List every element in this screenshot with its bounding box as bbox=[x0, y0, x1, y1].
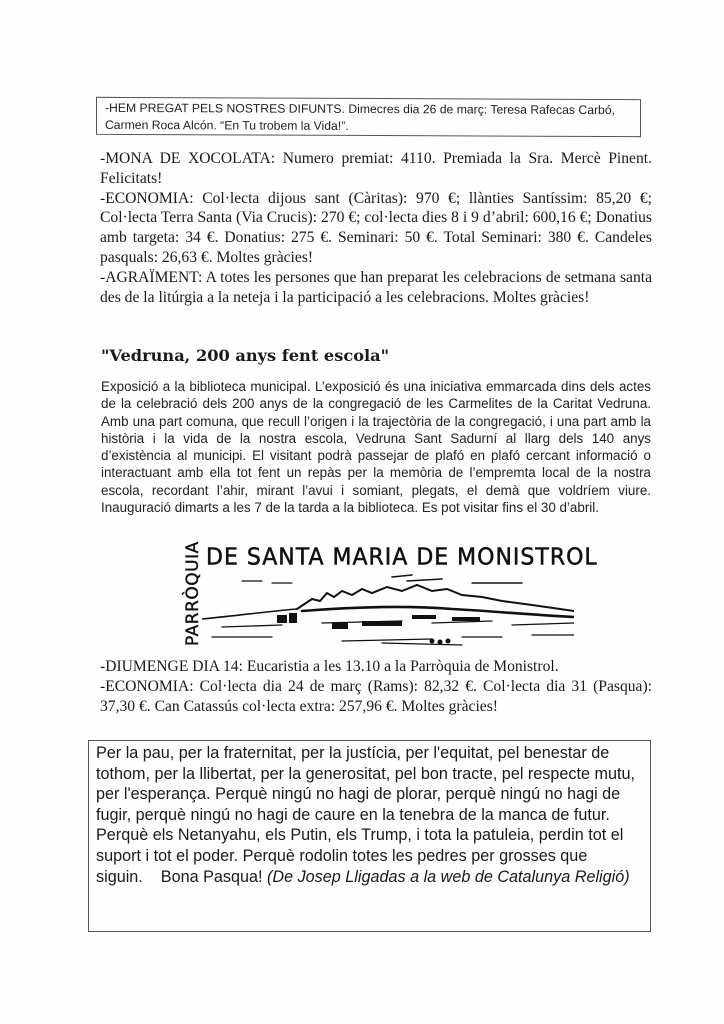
exhibition-title: "Vedruna, 200 anys fent escola" bbox=[101, 346, 390, 365]
mountain-landscape-illustration bbox=[202, 571, 574, 647]
announcements-section-2 bbox=[100, 657, 652, 716]
easter-quote-box bbox=[88, 740, 651, 932]
logo-vertical-text: PARRÒQUIA bbox=[183, 541, 203, 646]
quote-paragraph-2 bbox=[96, 825, 644, 887]
quote-paragraph-1: Per la pau, per la fraternitat, per la justícia, per l'equitat, pel benestar de tothom, per la llibertat, per la generositat, pel bon tracte, pel respecte mutu, per l'esperança. Perquè ningú no hagi de plorar, perquè ningú no hagi de fugir, perquè ningú no hagi de caure en la tenebra de la manca de futur. bbox=[96, 744, 635, 824]
quote-attribution: (De Josep Lligadas a la web de Catalunya Religió) bbox=[267, 867, 630, 886]
sunday-mass-announcement: -DIUMENGE DIA 14: Eucaristia a les 13.10 a la Parròquia de Monistrol. bbox=[100, 658, 559, 675]
deceased-notice-box bbox=[96, 97, 641, 137]
quote-paragraph-2-text: Perquè els Netanyahu, els Putin, els Trump, i tota la patuleia, perdin tot el suport i tot el poder. Perquè rodolin totes les pedres per grosses que siguin. bbox=[96, 826, 624, 886]
thanks-announcement: -AGRAÏMENT: A totes les persones que han preparat les celebracions de setmana santa des de la litúrgia a la neteja i la participació a les celebracions. Moltes gràcies! bbox=[100, 268, 652, 306]
parish-logo bbox=[182, 541, 598, 647]
announcements-section-1 bbox=[100, 149, 652, 307]
deceased-notice-text: -HEM PREGAT PELS NOSTRES DIFUNTS. Dimecres dia 26 de març: Teresa Rafecas Carbó, Carmen Roca Alcón. “En Tu trobem la Vida!”. bbox=[105, 100, 615, 133]
economy-announcement: -ECONOMIA: Col·lecta dijous sant (Càritas): 970 €; llànties Santíssim: 85,20 €; Col·lecta Terra Santa (Via Crucis): 270 €; col·lecta dies 8 i 9 d’abril: 600,16 €; Donatius amb targeta: 34 €. Donatius: 275 €. Seminari: 50 €. Total Seminari: 380 €. Candeles pasquals: 26,63 €. Moltes gràcies! bbox=[100, 189, 652, 266]
logo-title: DE SANTA MARIA DE MONISTROL bbox=[206, 544, 598, 571]
economy-announcement-2: -ECONOMIA: Col·lecta dia 24 de març (Rams): 82,32 €. Col·lecta dia 31 (Pasqua): 37,30 €. Can Catassús col·lecta extra: 257,96 €. Moltes gràcies! bbox=[100, 677, 652, 715]
exhibition-body: Exposició a la biblioteca municipal. L’exposició és una iniciativa emmarcada dins dels actes de la celebració dels 200 anys de la congregació de les Carmelites de la Caritat Vedruna. Amb una part comuna, que recull l’origen i la trajectòria de la congregació, i una part amb la història i la vida de la nostra escola, Vedruna Sant Sadurní al llarg dels 140 anys d’existència al municipi. El visitant podrà passejar de plafó en plafó cercant informació o interactuant amb ella tot fent un repàs per la memòria de l’empremta local de la nostra escola, recordant l’ahir, mirant l’avui i somiant, plegats, el demà que voldríem viure. Inauguració dimarts a les 7 de la tarda a la biblioteca. Es pot visitar fins el 30 d’abril. bbox=[101, 379, 651, 516]
quote-closing: Bona Pasqua! bbox=[160, 867, 263, 886]
chocolate-mona-announcement: -MONA DE XOCOLATA: Numero premiat: 4110. Premiada la Sra. Mercè Pinent. Felicitats! bbox=[100, 150, 652, 187]
